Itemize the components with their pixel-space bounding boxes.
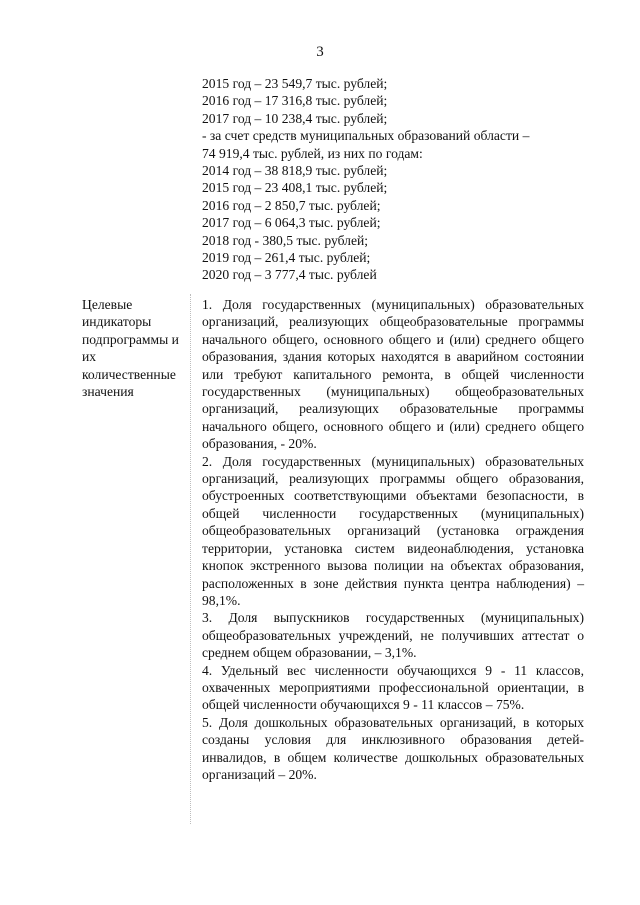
indicator-item: 2. Доля государственных (муниципальных) образовательных организаций, реализующих программы общего образования, обустроенных соответствующими объектами безопасности, в общей численности государственных (муниципальных) общеобразовательных организаций (установка ограждения территории, установка систем видеонаблюдения, установка кнопок экстренного вызова полиции на объектах образования, расположенных в зоне действия пункта центра наблюдения) – 98,1%. [202,453,584,608]
indicators-label-line: подпрограммы и [82,331,179,347]
funding-year-line: 2020 год – 3 777,4 тыс. рублей [202,267,377,283]
indicator-item: 3. Доля выпускников государственных (муниципальных) общеобразовательных учреждений, не получивших аттестат о среднем общем образовании, – 3,1%. [202,610,584,661]
indicators-list [202,296,584,783]
funding-year-line: 2018 год - 380,5 тыс. рублей; [202,232,369,248]
indicators-label [82,296,194,400]
funding-block [202,75,584,284]
indicator-item: 1. Доля государственных (муниципальных) образовательных организаций, реализующих общеобразовательные программы начального общего, основного общего и (или) среднего общего образования, здания которых находятся в аварийном состоянии или требуют капитального ремонта, в общей численности государственных (муниципальных) общеобразовательных организаций, реализующих образовательные программы начального общего, основного общего и (или) среднего общего образования, - 20%. [202,297,584,452]
municipal-funding-intro: - за счет средств муниципальных образований области – [202,128,530,144]
funding-line: 2015 год – 23 549,7 тыс. рублей; [202,76,388,91]
page-number: 3 [316,44,324,60]
indicators-label-line: значения [82,384,134,400]
indicators-label-line: их [82,349,97,365]
indicator-item: 5. Доля дошкольных образовательных организаций, в которых созданы условия для инклюзивного образования детей-инвалидов, в общем количестве дошкольных образовательных организаций – 20%. [202,714,584,782]
funding-year-line: 2019 год – 261,4 тыс. рублей; [202,250,371,266]
funding-year-line: 2016 год – 2 850,7 тыс. рублей; [202,197,381,213]
funding-year-line: 2014 год – 38 818,9 тыс. рублей; [202,163,388,179]
indicator-item: 4. Удельный вес численности обучающихся 9 - 11 классов, охваченных мероприятиями профессиональной ориентации, в общей численности обучающихся 9 - 11 классов – 75%. [202,662,584,713]
indicators-label-line: индикаторы [82,314,152,330]
indicators-label-line: Целевые [82,297,133,312]
indicators-label-line: количественные [82,366,176,382]
funding-line: 2017 год – 10 238,4 тыс. рублей; [202,110,388,126]
municipal-funding-total: 74 919,4 тыс. рублей, из них по годам: [202,145,423,161]
column-divider [190,294,191,824]
funding-year-line: 2017 год – 6 064,3 тыс. рублей; [202,215,381,231]
funding-line: 2016 год – 17 316,8 тыс. рублей; [202,93,388,109]
funding-year-line: 2015 год – 23 408,1 тыс. рублей; [202,180,388,196]
